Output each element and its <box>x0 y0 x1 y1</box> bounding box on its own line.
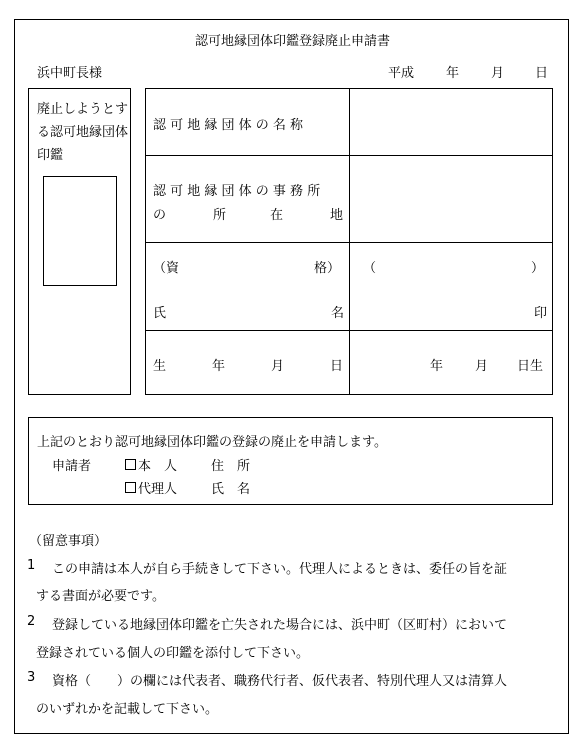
office-label-zai: 在 <box>270 208 284 223</box>
qualification-value-open: （ <box>363 261 377 276</box>
date-day: 日 <box>535 66 549 81</box>
dob-day: 日生 <box>517 359 544 374</box>
note-3-line1: 資格（ ）の欄には代表者、職務代行者、仮代表者、特別代理人又は清算人 <box>52 674 508 689</box>
option-self-label: 本 人 <box>138 459 178 474</box>
note-1-line2: する書面が必要です。 <box>36 589 165 604</box>
name-label: 氏 名 <box>211 482 251 497</box>
option-agent[interactable] <box>125 478 177 497</box>
dob-label-hi: 日 <box>330 359 344 374</box>
note-3-line2: のいずれかを記載して下さい。 <box>36 702 219 717</box>
dob-label-sei: 生 <box>153 359 167 374</box>
note-2-line1: 登録している地縁団体印鑑を亡失された場合には、浜中町（区町村）において <box>52 618 508 633</box>
date-era: 平成 <box>388 66 415 81</box>
org-name-label: 認 可 地 縁 団 体 の 名 称 <box>153 118 304 133</box>
date-month: 月 <box>491 66 505 81</box>
office-label-no: の <box>153 208 167 223</box>
office-label-line1: 認 可 地 縁 団 体 の 事 務 所 <box>153 184 321 199</box>
date-year: 年 <box>446 66 460 81</box>
applicant-info-table <box>145 88 553 395</box>
form-title: 認可地縁団体印鑑登録廃止申請書 <box>194 34 390 49</box>
qualification-close: 格） <box>314 261 341 276</box>
option-self[interactable] <box>125 455 177 474</box>
dob-month: 月 <box>475 359 489 374</box>
dob-label-nen: 年 <box>212 359 226 374</box>
qualification-value-close: ） <box>531 261 545 276</box>
seal-imprint-box <box>43 176 117 286</box>
self-checkbox[interactable] <box>125 459 136 470</box>
note-1-number: 1 <box>27 558 36 573</box>
dob-year: 年 <box>430 359 444 374</box>
note-3-number: 3 <box>27 670 36 685</box>
declaration-statement: 上記のとおり認可地縁団体印鑑の登録の廃止を申請します。 <box>37 435 387 450</box>
note-1-line1: この申請は本人が自ら手続きして下さい。代理人によるときは、委任の旨を証 <box>52 562 508 577</box>
seal-caption: 廃止しようとする認可地縁団体印鑑 <box>37 102 129 163</box>
agent-checkbox[interactable] <box>125 482 136 493</box>
table-column-divider <box>349 89 350 394</box>
seal-mark: 印 <box>534 306 548 321</box>
office-label-chi: 地 <box>330 208 344 223</box>
office-label-sho: 所 <box>213 208 227 223</box>
applicant-label: 申請者 <box>52 459 92 474</box>
qualification-open: （資 <box>153 261 180 276</box>
addressee: 浜中町長様 <box>37 66 103 81</box>
note-2-number: 2 <box>27 614 36 629</box>
name-label-shi: 氏 <box>153 306 167 321</box>
name-label-mei: 名 <box>331 306 345 321</box>
note-2-line2: 登録されている個人の印鑑を添付して下さい。 <box>36 646 310 661</box>
address-label: 住 所 <box>211 459 251 474</box>
option-agent-label: 代理人 <box>138 482 178 497</box>
dob-label-tsuki: 月 <box>271 359 285 374</box>
notes-heading: （留意事項） <box>29 534 108 549</box>
